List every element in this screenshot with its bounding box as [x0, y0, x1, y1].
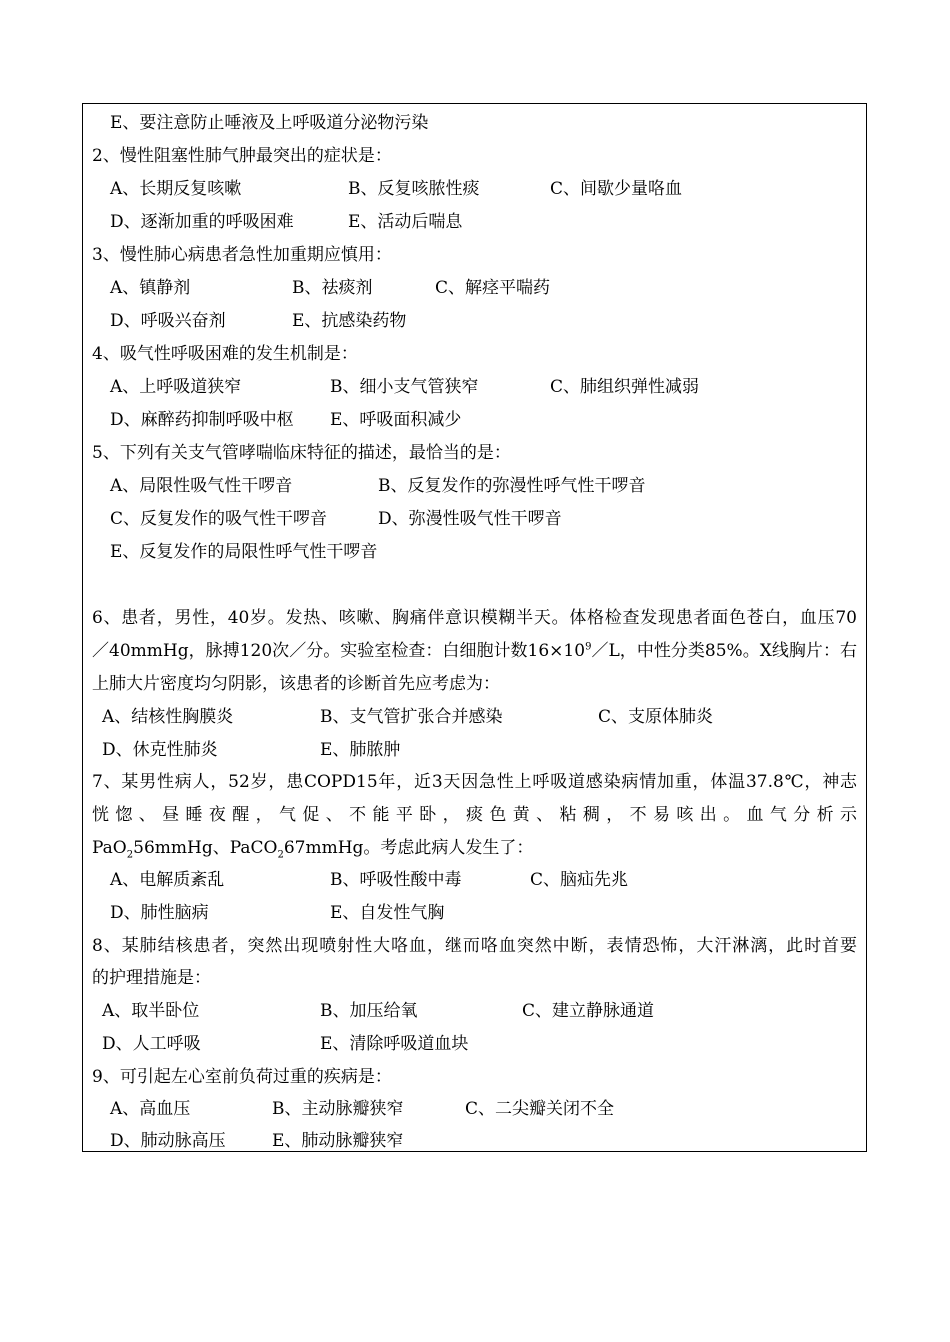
- q6-stem-line1: 6、患者，男性，40岁。发热、咳嗽、胸痛伴意识模糊半天。体格检查发现患者面色苍白，血压70: [92, 608, 857, 628]
- q9-option-e: E、肺动脉瓣狭窄: [272, 1131, 404, 1151]
- q2-option-e: E、活动后喘息: [348, 212, 463, 232]
- q9-option-c: C、二尖瓣关闭不全: [465, 1099, 615, 1119]
- q4-option-b: B、细小支气管狭窄: [330, 377, 479, 397]
- q8-option-c: C、建立静脉通道: [522, 1001, 655, 1021]
- q8-stem-line1: 8、某肺结核患者，突然出现喷射性大咯血，继而咯血突然中断，表情恐怖，大汗淋漓，此时首要: [92, 936, 857, 956]
- q4-stem: 4、吸气性呼吸困难的发生机制是：: [92, 344, 358, 364]
- q3-option-b: B、祛痰剂: [292, 278, 373, 298]
- q5-option-b: B、反复发作的弥漫性呼气性干啰音: [378, 476, 646, 496]
- q7-stem-line2: 恍惚、昼睡夜醒，气促、不能平卧，痰色黄、粘稠，不易咳出。血气分析示: [92, 805, 857, 825]
- q6-option-b: B、支气管扩张合并感染: [320, 707, 503, 727]
- q6-option-a: A、结核性胸膜炎: [102, 707, 234, 727]
- q6-superscript: 9: [585, 641, 592, 653]
- q5-option-a: A、局限性吸气性干啰音: [110, 476, 293, 496]
- q4-option-a: A、上呼吸道狭窄: [110, 377, 242, 397]
- q5-stem: 5、下列有关支气管哮喘临床特征的描述，最恰当的是：: [92, 443, 511, 463]
- q9-option-d: D、肺动脉高压: [110, 1131, 226, 1151]
- q2-stem: 2、慢性阻塞性肺气肿最突出的症状是：: [92, 146, 392, 166]
- q3-option-c: C、解痉平喘药: [435, 278, 551, 298]
- q6-option-d: D、休克性肺炎: [102, 740, 218, 760]
- q8-stem-line2: 的护理措施是：: [92, 968, 211, 988]
- q7-option-d: D、肺性脑病: [110, 903, 209, 923]
- q3-option-e: E、抗感染药物: [292, 311, 407, 331]
- q5-option-d: D、弥漫性吸气性干啰音: [378, 509, 562, 529]
- q6-option-e: E、肺脓肿: [320, 740, 401, 760]
- q5-option-c: C、反复发作的吸气性干啰音: [110, 509, 328, 529]
- q8-option-d: D、人工呼吸: [102, 1034, 201, 1054]
- q6-option-c: C、支原体肺炎: [598, 707, 714, 727]
- q9-option-b: B、主动脉瓣狭窄: [272, 1099, 404, 1119]
- q3-option-d: D、呼吸兴奋剂: [110, 311, 226, 331]
- q2-option-b: B、反复咳脓性痰: [348, 179, 480, 199]
- q7-option-e: E、自发性气胸: [330, 903, 445, 923]
- q9-option-a: A、高血压: [110, 1099, 191, 1119]
- q4-option-e: E、呼吸面积减少: [330, 410, 462, 430]
- q3-stem: 3、慢性肺心病患者急性加重期应慎用：: [92, 245, 392, 265]
- q4-option-d: D、麻醉药抑制呼吸中枢: [110, 410, 294, 430]
- q4-option-c: C、肺组织弹性减弱: [550, 377, 700, 397]
- q2-option-a: A、长期反复咳嗽: [110, 179, 242, 199]
- q8-option-e: E、清除呼吸道血块: [320, 1034, 469, 1054]
- q6-stem-line3: 上肺大片密度均匀阴影，该患者的诊断首先应考虑为：: [92, 674, 500, 694]
- q7-option-b: B、呼吸性酸中毒: [330, 870, 462, 890]
- q9-stem: 9、可引起左心室前负荷过重的疾病是：: [92, 1067, 392, 1087]
- q7-stem-line1: 7、某男性病人，52岁，患COPD15年，近3天因急性上呼吸道感染病情加重，体温37.8℃，神志: [92, 772, 857, 792]
- q8-option-b: B、加压给氧: [320, 1001, 418, 1021]
- q5-option-e: E、反复发作的局限性呼气性干啰音: [110, 542, 378, 562]
- q8-option-a: A、取半卧位: [102, 1001, 200, 1021]
- q1-option-e: E、要注意防止唾液及上呼吸道分泌物污染: [110, 113, 429, 133]
- q7-option-a: A、电解质紊乱: [110, 870, 225, 890]
- q2-option-d: D、逐渐加重的呼吸困难: [110, 212, 294, 232]
- q3-option-a: A、镇静剂: [110, 278, 191, 298]
- q7-option-c: C、脑疝先兆: [530, 870, 629, 890]
- q2-option-c: C、间歇少量咯血: [550, 179, 683, 199]
- q6-stem-line2: ／40mmHg，脉搏120次／分。实验室检查：白细胞计数$16\times 10^9/L$，中性分类85%。X线胸片：右: [92, 641, 857, 661]
- q7-stem-line3: PaO$_2$56mmHg、PaCO$_2$67mmHg。考虑此病人发生了：: [92, 838, 534, 861]
